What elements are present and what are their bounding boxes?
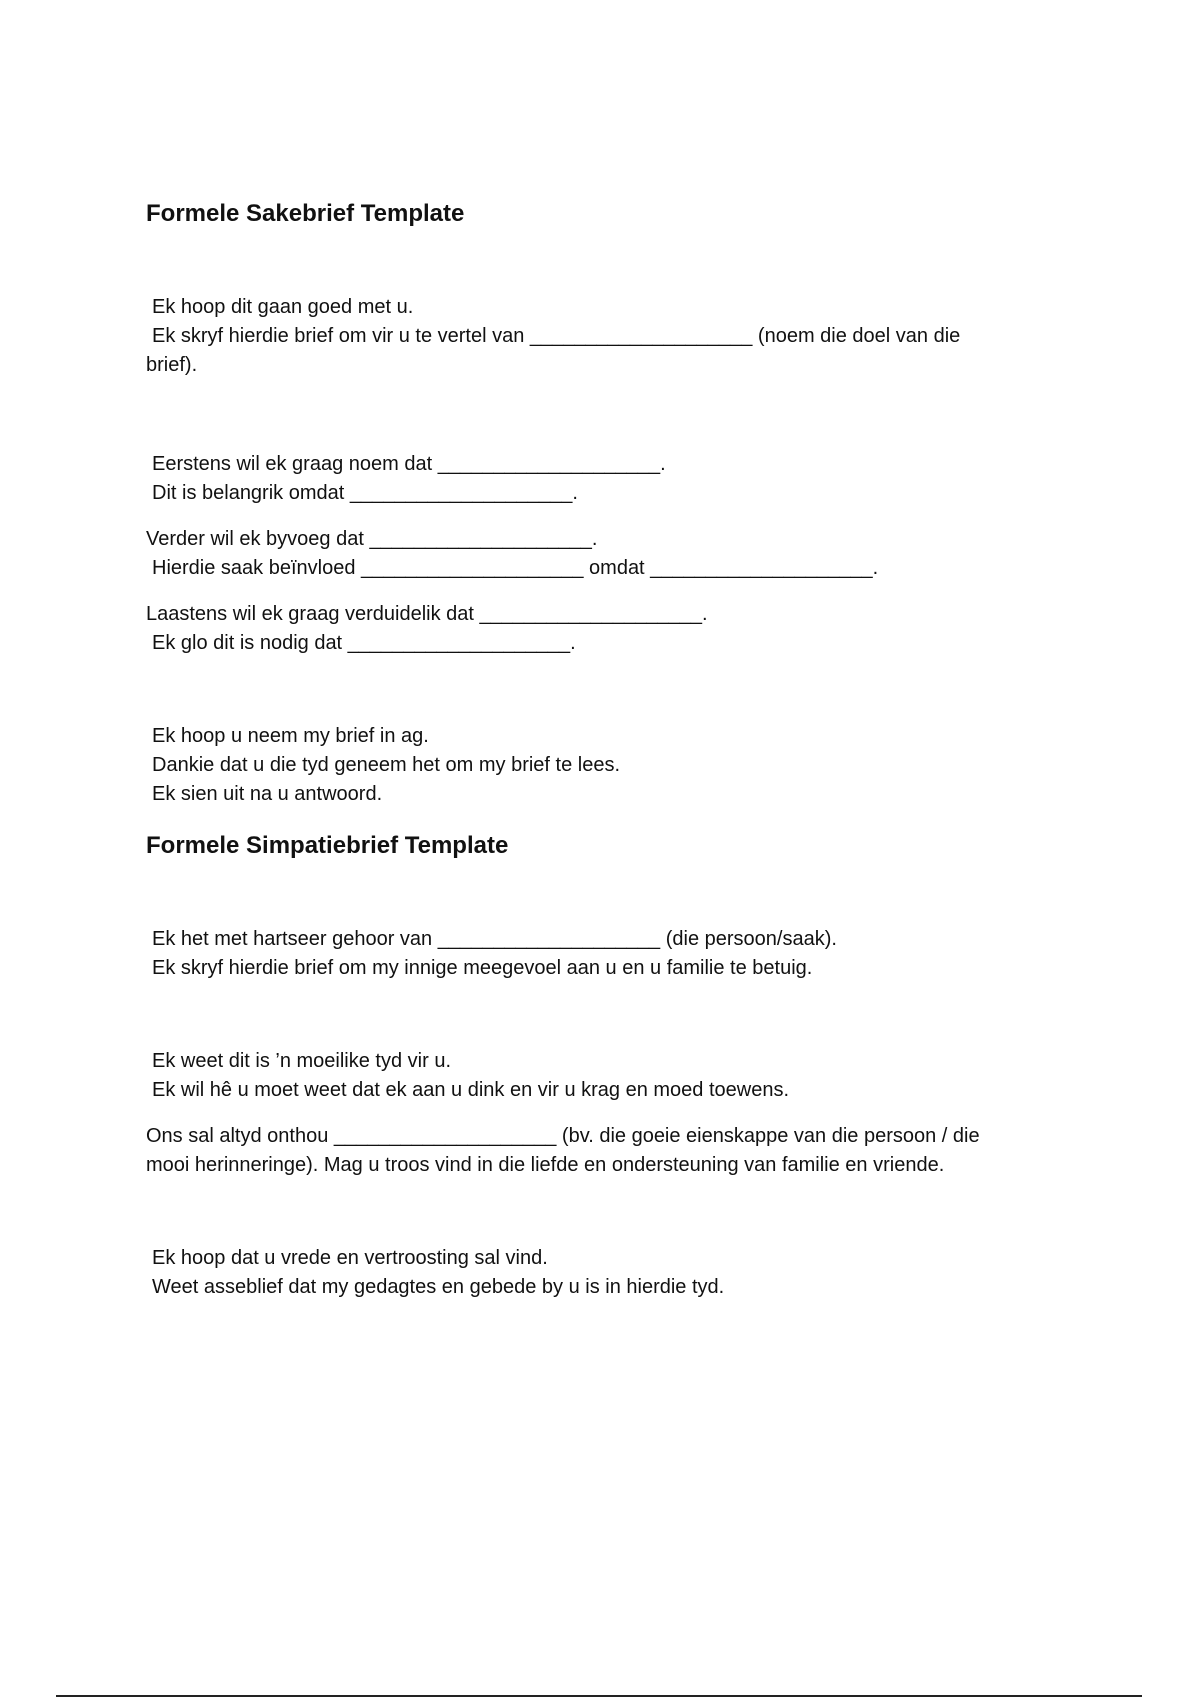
footer-divider (56, 1695, 1142, 1697)
sakebrief-p5-line-3: Ek sien uit na u antwoord. (152, 782, 383, 805)
sakebrief-p1-line-1: Ek hoop dit gaan goed met u. (152, 295, 414, 318)
simpatiebrief-p2-line-1: Ek weet dit is ’n moeilike tyd vir u. (152, 1049, 451, 1072)
simpatiebrief-p3-line-2: mooi herinneringe). Mag u troos vind in die liefde en ondersteuning van familie en vriende. (146, 1153, 945, 1176)
simpatiebrief-p4-line-1: Ek hoop dat u vrede en vertroosting sal vind. (152, 1246, 548, 1269)
simpatiebrief-p2-line-2: Ek wil hê u moet weet dat ek aan u dink en vir u krag en moed toewens. (152, 1078, 790, 1101)
sakebrief-paragraph-5 (146, 722, 1086, 809)
simpatiebrief-p1-line-2: Ek skryf hierdie brief om my innige meegevoel aan u en u familie te betuig. (152, 956, 813, 979)
simpatiebrief-paragraph-2 (146, 1047, 1086, 1105)
sakebrief-p3-line-2: Hierdie saak beïnvloed ____________________ omdat ____________________. (152, 556, 879, 579)
sakebrief-p2-line-2: Dit is belangrik omdat ____________________. (152, 481, 578, 504)
simpatiebrief-paragraph-3 (146, 1122, 1086, 1180)
sakebrief-paragraph-1 (146, 293, 1086, 380)
sakebrief-paragraph-3 (146, 525, 1086, 583)
sakebrief-p4-line-2: Ek glo dit is nodig dat ____________________. (152, 631, 576, 654)
simpatiebrief-paragraph-1 (146, 925, 1086, 983)
simpatiebrief-p4-line-2: Weet asseblief dat my gedagtes en gebede by u is in hierdie tyd. (152, 1275, 725, 1298)
sakebrief-p2-line-1: Eerstens wil ek graag noem dat ____________________. (152, 452, 666, 475)
sakebrief-paragraph-4 (146, 600, 1086, 658)
simpatiebrief-p1-line-1: Ek het met hartseer gehoor van ____________________ (die persoon/saak). (152, 927, 837, 950)
sakebrief-title: Formele Sakebrief Template (146, 200, 465, 227)
simpatiebrief-title: Formele Simpatiebrief Template (146, 831, 509, 859)
sakebrief-paragraph-2 (146, 450, 1086, 508)
sakebrief-p5-line-1: Ek hoop u neem my brief in ag. (152, 724, 429, 747)
sakebrief-p5-line-2: Dankie dat u die tyd geneem het om my brief te lees. (152, 753, 621, 776)
sakebrief-p4-line-1: Laastens wil ek graag verduidelik dat ____________________. (146, 602, 708, 625)
simpatiebrief-paragraph-4 (146, 1244, 1086, 1302)
simpatiebrief-p3-line-1: Ons sal altyd onthou ____________________ (bv. die goeie eienskappe van die persoon / die (146, 1124, 980, 1147)
document-content (146, 200, 1086, 1302)
sakebrief-p1-line-3: brief). (146, 353, 198, 376)
sakebrief-p1-line-2: Ek skryf hierdie brief om vir u te vertel van ____________________ (noem die doel van die (152, 324, 961, 347)
sakebrief-p3-line-1: Verder wil ek byvoeg dat ____________________. (146, 527, 598, 550)
